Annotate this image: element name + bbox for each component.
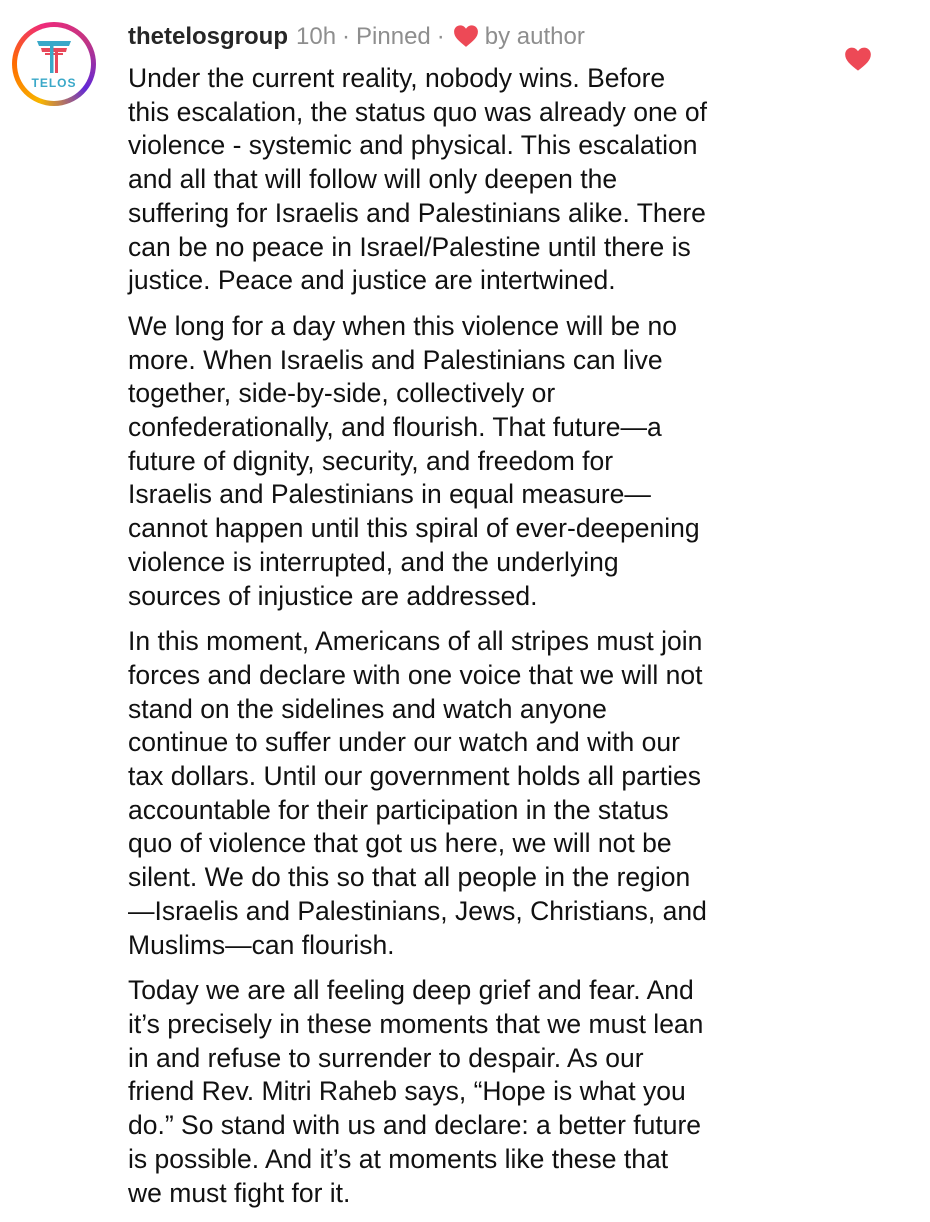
timestamp[interactable]: 10h — [296, 23, 337, 50]
pinned-label: Pinned — [356, 23, 431, 50]
comment-paragraph-3: In this moment, Americans of all stripes must join forces and declare with one voice that we will not stand on the sidelines and watch anyone continue to suffer under our watch and with our tax dollars. Until our government holds all parties accountable for their participation in the status quo of violence that got us here, we will not be silent. We do this so that all people in the region —Israelis and Palestinians, Jews, Christians, and Muslims—can flourish. — [128, 626, 707, 960]
avatar-text: TELOS — [31, 76, 77, 90]
author-liked-heart-icon — [453, 24, 479, 55]
comment-paragraph-1: Under the current reality, nobody wins. Before this escalation, the status quo was already one of violence - systemic and physical. This escalation and all that will follow will only deepen the suffering for Israelis and Palestinians alike. There can be no peace in Israel/Palestine until there is justice. Peace and justice are intertwined. — [128, 63, 707, 296]
meta-separator-1: · — [342, 23, 351, 50]
meta-separator-2: · — [436, 23, 445, 50]
comment-paragraph-4: Today we are all feeling deep grief and fear. And it’s precisely in these moments that we must lean in and refuse to surrender to despair. As our friend Rev. Mitri Raheb says, “Hope is what you do.” So stand with us and declare: a better future is possible. And it’s at moments like these that we must fight for it. — [128, 975, 704, 1208]
comment-header — [128, 20, 585, 54]
username-link[interactable]: thetelosgroup — [128, 23, 288, 50]
comment-paragraph-2: We long for a day when this violence will be no more. When Israelis and Palestinians can live together, side-by-side, collectively or confederationally, and flourish. That future—a future of dignity, security, and freedom for Israelis and Palestinians in equal measure— cannot happen until this spiral of ever-deepening violence is interrupted, and the underlying sources of injustice are addressed. — [128, 310, 700, 611]
like-heart-icon[interactable] — [844, 46, 872, 77]
avatar[interactable] — [12, 22, 96, 106]
liked-by-author-label: by author — [484, 23, 585, 50]
comment-body — [128, 62, 818, 1222]
telos-logo-icon — [17, 27, 91, 101]
